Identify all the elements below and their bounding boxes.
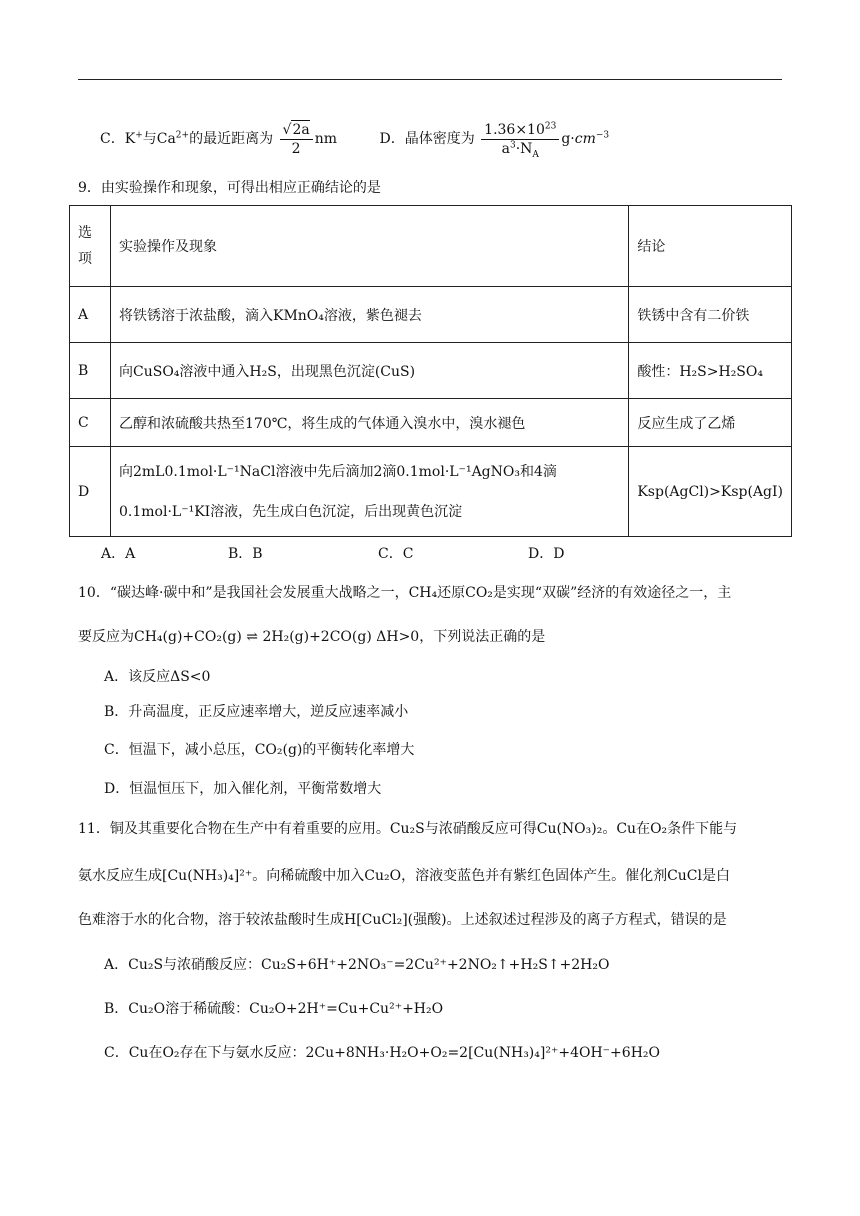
q8-option-d: D．晶体密度为 $\frac{1.36\times 10^{23}}{a^3\cdot N_A}$ $g\cdot cm^{-3}$ xyxy=(379,120,610,160)
row-conclusion: 酸性：H₂S>H₂SO₄ xyxy=(629,343,792,399)
choice-d: D．D xyxy=(528,546,565,562)
table-row xyxy=(70,343,792,399)
q11-option-c: C．Cu在O₂存在下与氨水反应：2Cu+8NH₃·H₂O+O₂=2[Cu(NH₃)₄]²⁺+4OH⁻+6H₂O xyxy=(104,1045,660,1061)
row-key: C xyxy=(70,399,111,447)
table-row xyxy=(70,399,792,447)
row-conclusion: 反应生成了乙烯 xyxy=(629,399,792,447)
choice-b: B．B xyxy=(228,546,263,562)
q9-choices xyxy=(101,544,564,564)
q11-option-b: B．Cu₂O溶于稀硫酸：Cu₂O+2H⁺=Cu+Cu²⁺+H₂O xyxy=(104,1001,444,1017)
header-conclusion: 结论 xyxy=(629,206,792,287)
header-rule xyxy=(78,79,782,80)
q10-stem-line1: 10．“碳达峰·碳中和”是我国社会发展重大战略之一，CH₄还原CO₂是实现“双碳”经济的有效途径之一，主 xyxy=(78,585,732,601)
q10-option-a: A．该反应ΔS<0 xyxy=(104,669,211,685)
row-operation: 向CuSO₄溶液中通入H₂S，出现黑色沉淀(CuS) xyxy=(111,343,629,399)
row-operation-line: 0.1mol·L⁻¹KI溶液，先生成白色沉淀，后出现黄色沉淀 xyxy=(119,503,463,520)
experiment-table xyxy=(69,205,792,537)
q11-option-a: A．Cu₂S与浓硝酸反应：Cu₂S+6H⁺+2NO₃⁻=2Cu²⁺+2NO₂↑+H₂S↑+2H₂O xyxy=(104,957,610,973)
row-operation: 将铁锈溶于浓盐酸，滴入KMnO₄溶液，紫色褪去 xyxy=(111,287,629,343)
choice-a: A．A xyxy=(101,546,136,562)
table-row xyxy=(70,447,792,537)
row-operation xyxy=(111,447,629,537)
q11-stem-line2: 氨水反应生成[Cu(NH₃)₄]²⁺。向稀硫酸中加入Cu₂O，溶液变蓝色并有紫红色固体产生。催化剂CuCl是白 xyxy=(78,868,730,884)
q8-d-fraction: $\frac{1.36\times 10^{23}}{a^3\cdot N_A}$ xyxy=(481,121,559,158)
q11-stem-line3: 色难溶于水的化合物，溶于较浓盐酸时生成H[CuCl₂](强酸)。上述叙述过程涉及的离子方程式，错误的是 xyxy=(78,912,727,928)
q10-option-d: D．恒温恒压下，加入催化剂，平衡常数增大 xyxy=(104,781,382,797)
q10-stem-line2: 要反应为CH₄(g)+CO₂(g) ⇌ 2H₂(g)+2CO(g) ΔH>0，下列说法正确的是 xyxy=(78,629,546,645)
row-key: A xyxy=(70,287,111,343)
row-operation-line: 向2mL0.1mol·L⁻¹NaCl溶液中先后滴加2滴0.1mol·L⁻¹AgNO₃和4滴 xyxy=(119,463,557,480)
row-key: B xyxy=(70,343,111,399)
row-operation: 乙醇和浓硫酸共热至170℃，将生成的气体通入溴水中，溴水褪色 xyxy=(111,399,629,447)
row-key: D xyxy=(70,447,111,537)
table-header-row xyxy=(70,206,792,287)
q8-c-fraction: $\frac{√2a}{2}$ xyxy=(280,120,313,158)
q8-options xyxy=(100,120,609,158)
table-row xyxy=(70,287,792,343)
q8-option-c: C．K+与$Ca^{2+}$的最近距离为 $\frac{√2a}{2}$ nm xyxy=(100,122,338,157)
header-operation: 实验操作及现象 xyxy=(111,206,629,287)
header-option: 选 项 xyxy=(70,206,111,287)
q10-option-c: C．恒温下，减小总压，CO₂(g)的平衡转化率增大 xyxy=(104,742,415,758)
q11-stem-line1: 11．铜及其重要化合物在生产中有着重要的应用。Cu₂S与浓硝酸反应可得Cu(NO₃)₂。Cu在O₂条件下能与 xyxy=(78,821,738,837)
q9-stem: 9．由实验操作和现象，可得出相应正确结论的是 xyxy=(78,180,381,196)
q10-option-b: B．升高温度，正反应速率增大，逆反应速率减小 xyxy=(104,704,409,720)
row-conclusion: Ksp(AgCl)>Ksp(AgI) xyxy=(629,447,792,537)
row-conclusion: 铁锈中含有二价铁 xyxy=(629,287,792,343)
choice-c: C．C xyxy=(378,546,414,562)
